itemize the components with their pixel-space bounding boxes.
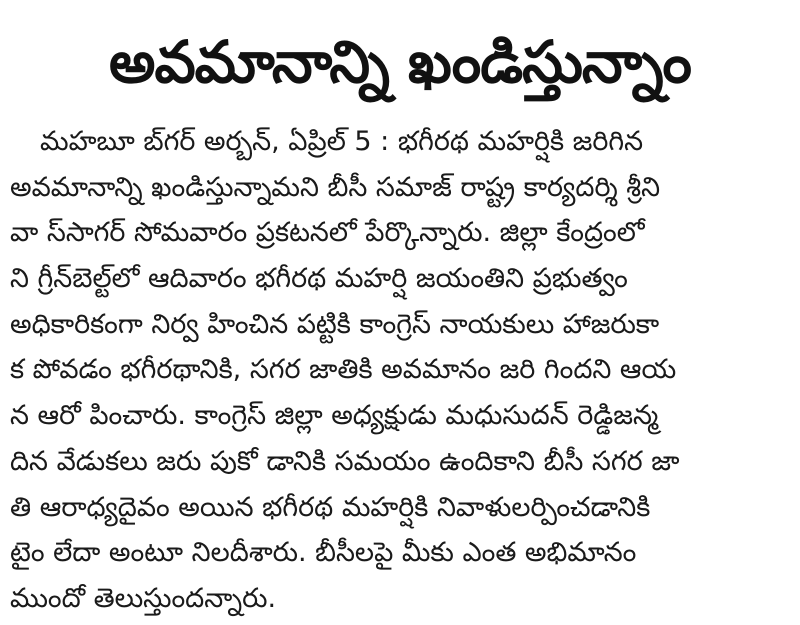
article-line: టైం లేదా అంటూ నిలదీశారు. బీసీలపై మీకు ఎంత అభిమానం [10, 537, 637, 569]
article-line: తి ఆరాధ్యదైవం అయిన భగీరథ మహర్షికి నివాళులర్పించడానికి [10, 491, 651, 523]
article-line: మహబూ బ్‌గర్‌ అర్బన్‌, ఏప్రిల్‌ 5 : భగీరథ మహర్షికి జరిగిన [40, 126, 644, 157]
article-body [10, 119, 790, 622]
article-line: ముందో తెలుస్తుందన్నారు. [10, 582, 277, 614]
headline: అవమానాన్ని ఖండిస్తున్నాం [109, 28, 691, 96]
article-line: దిన వేడుకలు జరు పుకో డానికి సమయం ఉందికాని బీసీ సగర జా [10, 445, 680, 477]
article-line: క పోవడం భగీరథానికి, సగర జాతికి అవమానం జరి గిందని ఆయ [10, 354, 677, 386]
article-line: న ఆరో పించారు. కాంగ్రెస్‌ జిల్లా అధ్యక్షుడు మధుసుదన్‌ రెడ్డిజన్మ [10, 400, 659, 432]
article-line: వా స్‌సాగర్‌ సోమవారం ప్రకటనలో పేర్కొన్నారు. జిల్లా కేంద్రంలో [10, 217, 645, 249]
article-line: అవమానాన్ని ఖండిస్తున్నామని బీసీ సమాజ్‌ రాష్ట్ర కార్యదర్శి శ్రీని [10, 171, 661, 203]
article-line: అధికారికంగా నిర్వ హించిన పట్టికి కాంగ్రెస్‌ నాయకులు హాజరుకా [10, 308, 660, 340]
article-line: ని గ్రీన్‌బెల్ట్‌లో ఆదివారం భగీరథ మహర్షి జయంతిని ప్రభుత్వం [10, 263, 628, 295]
